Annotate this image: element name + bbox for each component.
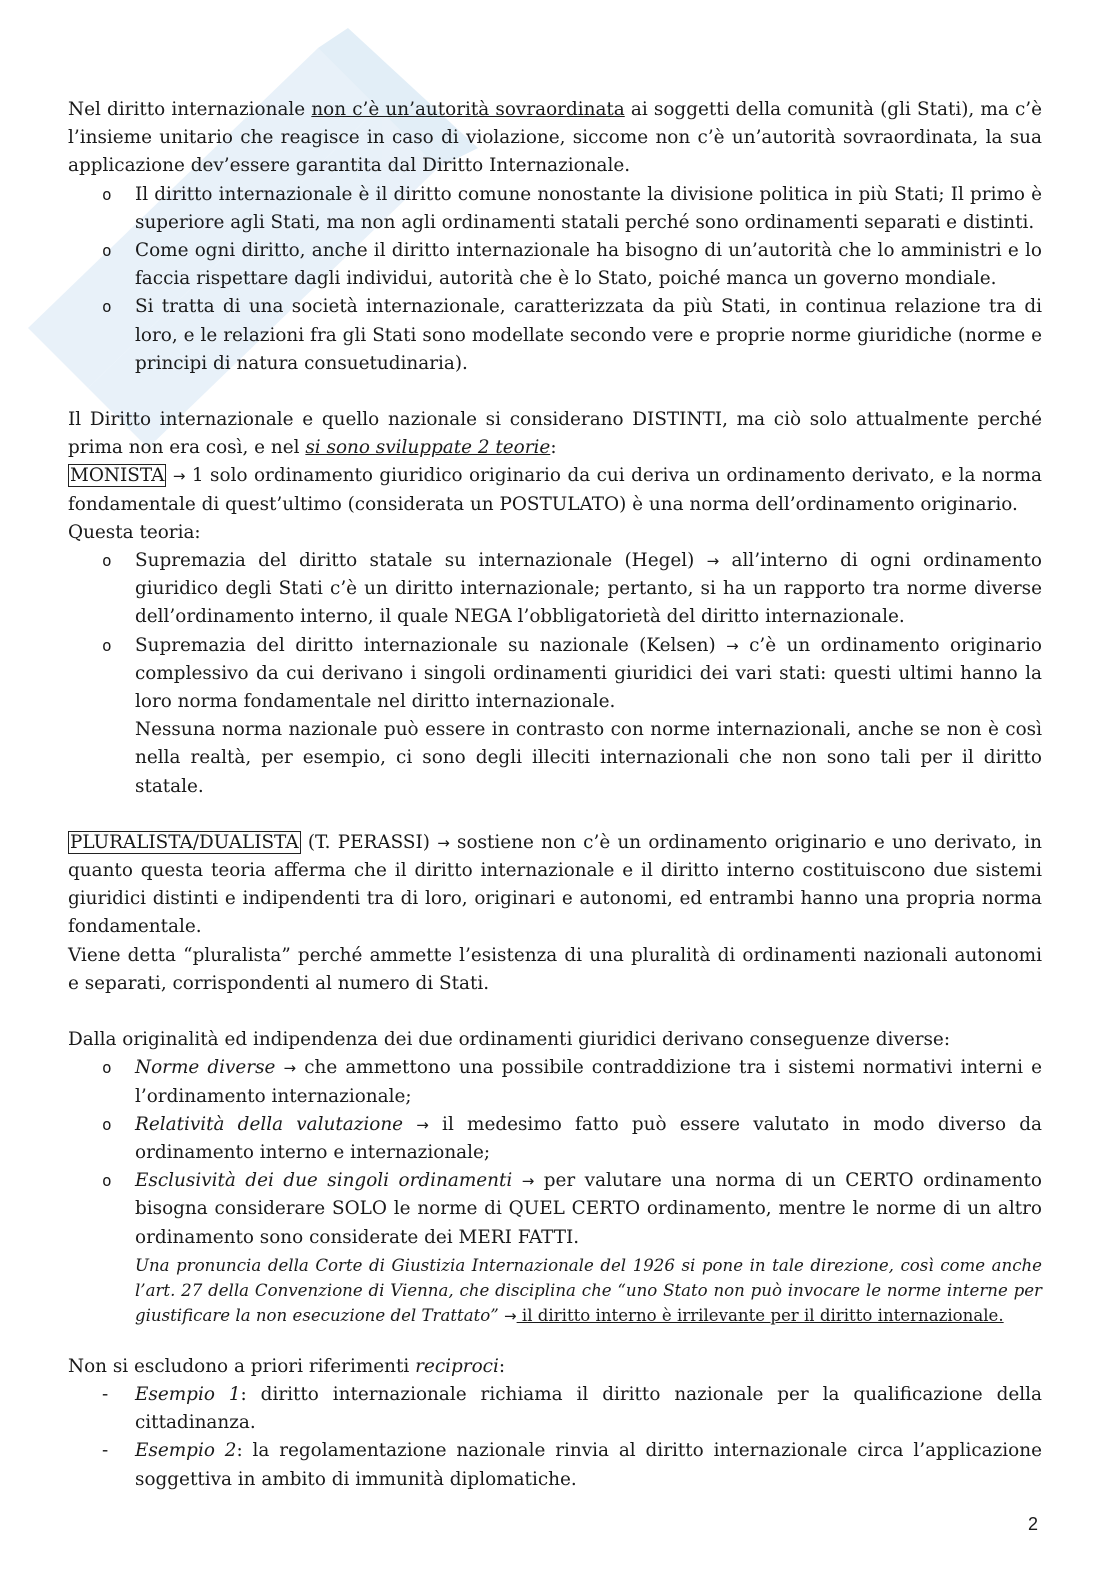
arrow-icon: → [726,636,739,655]
list-item: o Norme diverse → che ammettono una possibile contraddizione tra i sistemi normativi interni e l’ordinamento internazionale; [68,1054,1042,1110]
intro-bullet-list [68,181,1042,378]
examples-list [68,1381,1042,1494]
intro-paragraph: Nel diritto internazionale non c’è un’autorità sovraordinata ai soggetti della comunità (gli Stati), ma c’è l’insieme unitario che reagisce in caso di violazione, siccome non c’è un’autorità sovraordinata, la sua applicazione dev’essere garantita dal Diritto Internazionale. [68,99,1042,177]
monista-list [68,547,1042,801]
monista-label: MONISTA [70,465,165,487]
consequences-list [68,1054,1042,1328]
list-item: o Supremazia del diritto internazionale su nazionale (Kelsen) → c’è un ordinamento originario complessivo da cui derivano i singoli ordinamenti giuridici dei vari stati: questi ultimi hanno la loro norma fondamentale nel diritto internazionale. Nessuna norma nazionale può essere in contrasto con norme internazionali, anche se non è così nella realtà, per esempio, ci sono degli illeciti internazionali che non sono tali per il diritto statale. [68,632,1042,801]
arrow-icon: → [521,1172,535,1191]
arrow-icon: → [504,1306,517,1325]
pluralista-paragraph: PLURALISTA/DUALISTA (T. PERASSI) → sostiene non c’è un ordinamento originario e uno derivato, in quanto questa teoria afferma che il diritto internazionale e il diritto interno costituiscono due sistemi giuridici distinti e indipendenti tra di loro, originari e autonomi, ed entrambi hanno una propria norma fondamentale. [68,831,1042,938]
consequences-intro: Dalla originalità ed indipendenza dei due ordinamenti giuridici derivano conseguenze diverse: [68,1029,951,1051]
list-item: o Come ogni diritto, anche il diritto internazionale ha bisogno di un’autorità che lo amministri e lo faccia rispettare dagli individui, autorità che è lo Stato, poiché manca un governo mondiale. [68,237,1042,293]
list-item: o Relatività della valutazione → il medesimo fatto può essere valutato in modo diverso da ordinamento interno e internazionale; [68,1111,1042,1167]
list-item: o Supremazia del diritto statale su internazionale (Hegel) → all’interno di ogni ordinamento giuridico degli Stati c’è un diritto internazionale; pertanto, si ha un rapporto tra norme diverse dell’ordinamento interno, il quale NEGA l’obbligatorietà del diritto internazionale. [68,547,1042,632]
theories-paragraph: Il Diritto internazionale e quello nazionale si considerano DISTINTI, ma ciò solo attualmente perché prima non era così, e nel si sono sviluppate 2 teorie: [68,409,1042,459]
page-number: 2 [1028,1514,1039,1534]
reciprocal-paragraph: Non si escludono a priori riferimenti reciproci: [68,1355,506,1377]
list-item: o Si tratta di una società internazionale, caratterizzata da più Stati, in continua relazione tra di loro, e le relazioni fra gli Stati sono modellate secondo vere e proprie norme giuridiche (norme e principi di natura consuetudinaria). [68,293,1042,378]
list-item: o Esclusività dei due singoli ordinamenti → per valutare una norma di un CERTO ordinamento bisogna considerare SOLO le norme di QUEL CERTO ordinamento, mentre le norme di un altro ordinamento sono considerate dei MERI FATTI. Una pronuncia della Corte di Giustizia Internazionale del 1926 si pone in tale direzione, così come anche l’art. 27 della Convenzione di Vienna, che disciplina che “uno Stato non può invocare le norme interne per giustificare la non esecuzione del Trattato” → il diritto interno è irrilevante per il diritto internazionale. [68,1167,1042,1329]
list-item: - Esempio 1: diritto internazionale richiama il diritto nazionale per la qualificazione della cittadinanza. [68,1381,1042,1437]
document-page [68,96,1042,1494]
pluralista-paragraph-2: Viene detta “pluralista” perché ammette l’esistenza di una pluralità di ordinamenti nazionali autonomi e separati, corrispondenti al numero di Stati. [68,944,1042,994]
arrow-icon: → [283,1059,297,1078]
pluralista-label: PLURALISTA/DUALISTA [70,831,299,853]
list-item: - Esempio 2: la regolamentazione nazionale rinvia al diritto internazionale circa l’applicazione soggettiva in ambito di immunità diplomatiche. [68,1437,1042,1493]
monista-intro: Questa teoria: [68,521,201,543]
arrow-icon: → [706,552,720,571]
arrow-icon: → [172,467,186,486]
arrow-icon: → [437,833,450,852]
court-note: Una pronuncia della Corte di Giustizia Internazionale del 1926 si pone in tale direzione, così come anche l’art. 27 della Convenzione di Vienna, che disciplina che “uno Stato non può invocare le norme interne per giustificare la non esecuzione del Trattato” → il diritto interno è irrilevante per il diritto internazionale. [135,1255,1042,1325]
list-item: o Il diritto internazionale è il diritto comune nonostante la divisione politica in più Stati; Il primo è superiore agli Stati, ma non agli ordinamenti statali perché sono ordinamenti separati e distinti. [68,181,1042,237]
arrow-icon: → [416,1115,429,1134]
underlined-phrase: non c’è un’autorità sovraordinata [311,99,625,120]
monista-paragraph: MONISTA → 1 solo ordinamento giuridico originario da cui deriva un ordinamento derivato, e la norma fondamentale di quest’ultimo (considerata un POSTULATO) è una norma dell’ordinamento originario. [68,465,1042,515]
